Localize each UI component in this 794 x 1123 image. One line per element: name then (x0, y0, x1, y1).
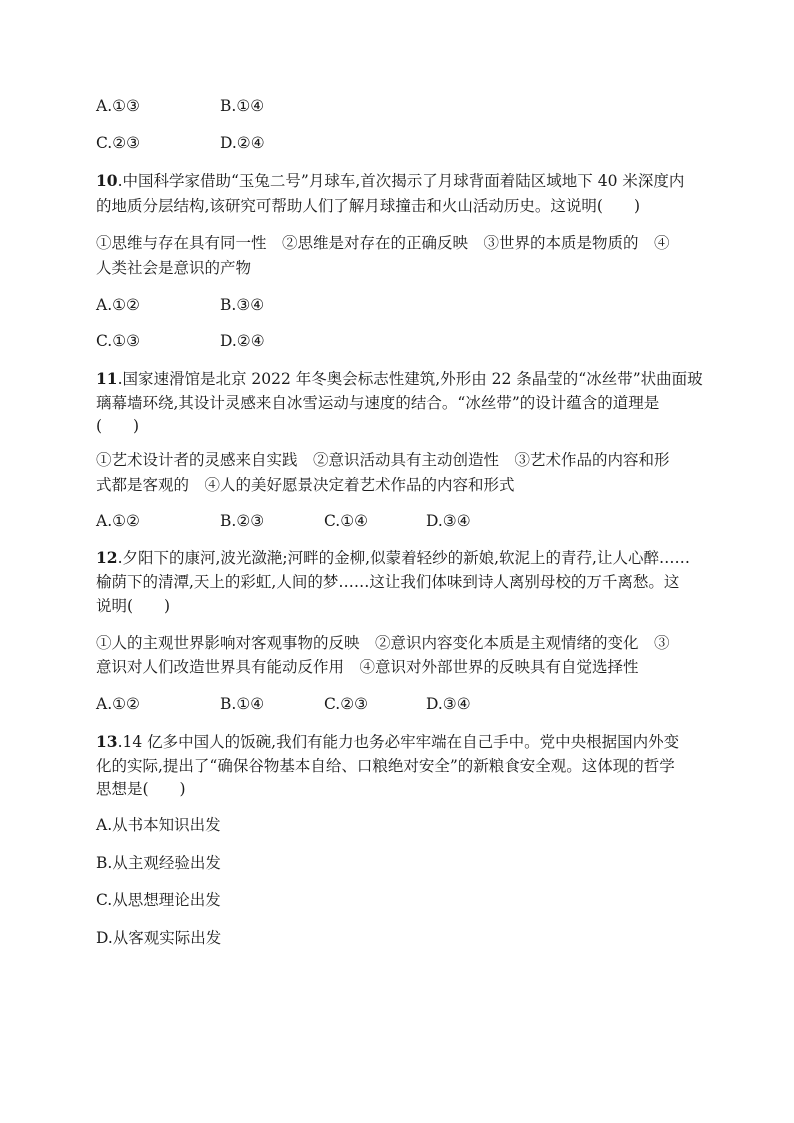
q12-stem-text: .夕阳下的康河,波光潋滟;河畔的金柳,似蒙着轻纱的新娘,软泥上的青荇,让人心醉…… (117, 549, 690, 567)
q10-stem-text: .中国科学家借助“玉兔二号”月球车,首次揭示了月球背面着陆区域地下 40 米深度内 (117, 172, 685, 190)
q11-option-d[interactable]: D.③④ (426, 512, 471, 530)
q13-stem-line-1 (96, 730, 706, 754)
q11-option-a[interactable]: A.①② (96, 512, 140, 530)
q13-stem-text: .14 亿多中国人的饭碗,我们有能力也务必牢牢端在自己手中。党中央根据国内外变 (117, 733, 680, 751)
q12-option-d[interactable]: D.③④ (426, 695, 471, 713)
q11-number: 11 (96, 369, 118, 388)
q12-option-a[interactable]: A.①② (96, 695, 140, 713)
q11-stem-line-2: 璃幕墙环绕,其设计灵感来自冰雪运动与速度的结合。“冰丝带”的设计蕴含的道理是 (96, 394, 660, 412)
q12-option-b[interactable]: B.①④ (220, 695, 265, 713)
q13-option-a[interactable]: A.从书本知识出发 (96, 816, 221, 834)
q12-statements-line-1: ①人的主观世界影响对客观事物的反映 ②意识内容变化本质是主观情绪的变化 ③ (96, 634, 670, 652)
q12-statements-line-2: 意识对人们改造世界具有能动反作用 ④意识对外部世界的反映具有自觉选择性 (96, 658, 639, 676)
q11-statements-line-1: ①艺术设计者的灵感来自实践 ②意识活动具有主动创造性 ③艺术作品的内容和形 (96, 451, 670, 469)
q12-option-c[interactable]: C.②③ (324, 695, 369, 713)
q11-option-c[interactable]: C.①④ (324, 512, 369, 530)
q12-number: 12 (96, 548, 118, 567)
q13-option-b[interactable]: B.从主观经验出发 (96, 854, 221, 872)
q10-option-d[interactable]: D.②④ (220, 332, 265, 350)
q13-option-c[interactable]: C.从思想理论出发 (96, 891, 221, 909)
q12-stem-line-2: 榆荫下的清潭,天上的彩虹,人间的梦……这让我们体味到诗人离别母校的万千离愁。这 (96, 573, 680, 591)
q13-stem-line-2: 化的实际,提出了“确保谷物基本自给、口粮绝对安全”的新粮食安全观。这体现的哲学 (96, 757, 675, 775)
q10-statements-line-1: ①思维与存在具有同一性 ②思维是对存在的正确反映 ③世界的本质是物质的 ④ (96, 234, 670, 252)
q11-stem-text: .国家速滑馆是北京 2022 年冬奥会标志性建筑,外形由 22 条晶莹的“冰丝带”状曲面玻 (117, 370, 703, 388)
q11-statements-line-2: 式都是客观的 ④人的美好愿景决定着艺术作品的内容和形式 (96, 476, 515, 494)
q10-stem-line-2: 的地质分层结构,该研究可帮助人们了解月球撞击和火山活动历史。这说明( ) (96, 197, 641, 215)
q10-statements-line-2: 人类社会是意识的产物 (96, 259, 252, 277)
q10-number: 10 (96, 171, 118, 190)
q13-stem-line-3: 思想是( ) (96, 780, 186, 798)
q9-option-a[interactable]: A.①③ (96, 97, 140, 115)
q10-option-a[interactable]: A.①② (96, 296, 140, 314)
q11-stem-line-3: ( ) (96, 417, 140, 435)
q9-option-c[interactable]: C.②③ (96, 134, 141, 152)
q10-option-b[interactable]: B.③④ (220, 296, 265, 314)
q9-option-d[interactable]: D.②④ (220, 134, 265, 152)
q10-stem-line-1 (96, 169, 706, 193)
q10-option-c[interactable]: C.①③ (96, 332, 141, 350)
q12-stem-line-1 (96, 546, 706, 570)
q13-option-d[interactable]: D.从客观实际出发 (96, 929, 222, 947)
q12-stem-line-3: 说明( ) (96, 597, 171, 615)
q11-option-b[interactable]: B.②③ (220, 512, 265, 530)
q11-stem-line-1 (96, 367, 706, 391)
q13-number: 13 (96, 732, 118, 751)
q9-option-b[interactable]: B.①④ (220, 97, 265, 115)
